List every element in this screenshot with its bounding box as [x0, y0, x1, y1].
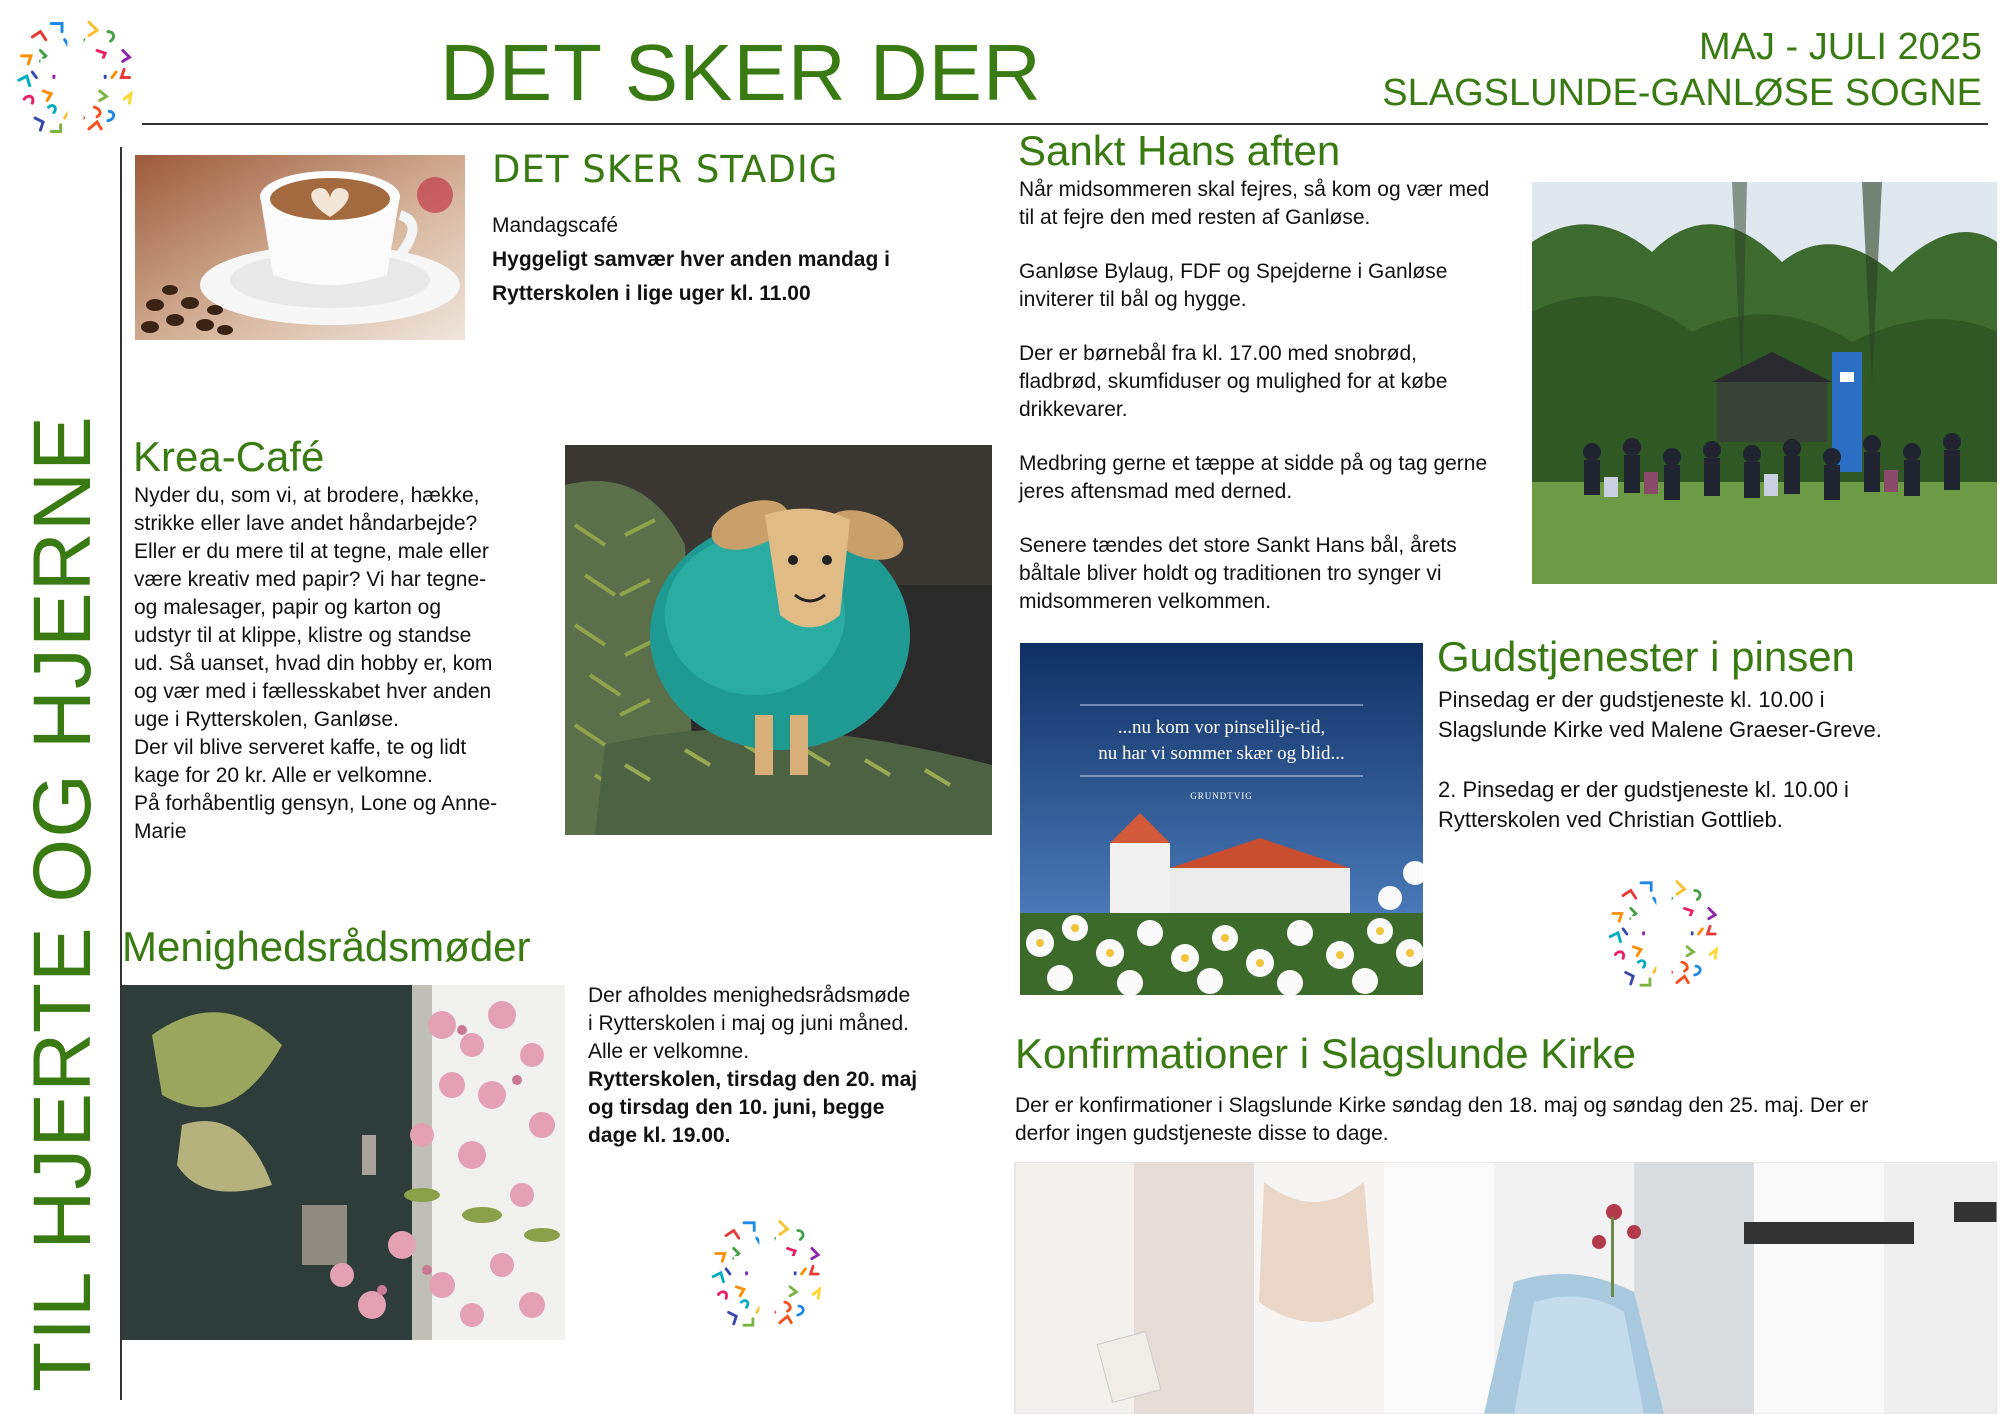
- parish-label: SLAGSLUNDE-GANLØSE SOGNE: [1382, 72, 1982, 114]
- sankthans-line: Medbring gerne et tæppe at sidde på og tag gerne: [1019, 452, 1488, 475]
- stadig-heading: DET SKER STADIG: [492, 148, 839, 191]
- krea-line: Eller er du mere til at tegne, male eller: [134, 540, 489, 563]
- sheep-photo: [565, 445, 992, 835]
- stadig-bold-2: Rytterskolen i lige uger kl. 11.00: [492, 282, 811, 305]
- coffee-photo: [135, 155, 465, 340]
- sankthans-line: til at fejre den med resten af Ganløse.: [1019, 206, 1371, 229]
- page-title: DET SKER DER: [440, 28, 1042, 117]
- krea-line: og vær med i fællesskabet hver anden: [134, 680, 492, 703]
- card-quote-author: GRUNDTVIG: [1190, 791, 1253, 801]
- card-quote-line1: ...nu kom vor pinselilje-tid,: [1117, 717, 1326, 738]
- sankthans-line: Der er børnebål fra kl. 17.00 med snobrød,: [1019, 342, 1418, 365]
- header-divider: [142, 123, 1988, 125]
- pinse-line: 2. Pinsedag er der gudstjeneste kl. 10.00 i: [1438, 777, 1849, 802]
- konf-line: Der er konfirmationer i Slagslunde Kirke søndag den 18. maj og søndag den 25. maj. Der er: [1015, 1094, 1869, 1117]
- krea-line: Der vil blive serveret kaffe, te og lidt: [134, 736, 467, 759]
- menighed-text: [588, 982, 988, 1150]
- menighed-bold-line: Rytterskolen, tirsdag den 20. maj: [588, 1068, 918, 1091]
- confirmation-photo: [1014, 1162, 1997, 1414]
- krea-heading: Krea-Café: [133, 433, 325, 480]
- menighed-line: Alle er velkomne.: [588, 1040, 750, 1063]
- bonfire-crowd-photo: [1532, 182, 1997, 584]
- pinse-line: Pinsedag er der gudstjeneste kl. 10.00 i: [1438, 687, 1825, 712]
- menighed-heading: Menighedsrådsmøder: [122, 923, 531, 970]
- parish-logo-small: [703, 1210, 831, 1338]
- pinse-heading: Gudstjenester i pinsen: [1437, 633, 1855, 680]
- parish-logo: [8, 10, 143, 145]
- menighed-bold-line: dage kl. 19.00.: [588, 1124, 731, 1147]
- sankthans-line: inviterer til bål og hygge.: [1019, 288, 1247, 311]
- period-label: MAJ - JULI 2025: [1699, 26, 1982, 68]
- stadig-text: [492, 212, 972, 308]
- stadig-bold-1: Hyggeligt samvær hver anden mandag i: [492, 248, 890, 271]
- menighed-line: i Rytterskolen i maj og juni måned.: [588, 1012, 909, 1035]
- konf-heading: Konfirmationer i Slagslunde Kirke: [1015, 1030, 1636, 1077]
- blossom-photo: [122, 985, 565, 1340]
- parish-logo-small: [1600, 870, 1728, 998]
- pinse-line: Slagslunde Kirke ved Malene Graeser-Greve.: [1438, 717, 1882, 742]
- stadig-label: Mandagscafé: [492, 214, 619, 237]
- sankthans-line: fladbrød, skumfiduser og mulighed for at købe: [1019, 370, 1448, 393]
- menighed-line: Der afholdes menighedsrådsmøde: [588, 984, 911, 1007]
- pinse-card-photo: [1020, 643, 1423, 995]
- konf-line: derfor ingen gudstjeneste disse to dage.: [1015, 1122, 1389, 1145]
- sankthans-line: båltale bliver holdt og traditionen tro synger vi: [1019, 562, 1442, 585]
- krea-line: udstyr til at klippe, klistre og standse: [134, 624, 472, 647]
- krea-line: På forhåbentlig gensyn, Lone og Anne-: [134, 792, 498, 815]
- vertical-title: TIL HJERTE OG HJERNE: [17, 415, 108, 1392]
- krea-line: og malesager, papir og karton og: [134, 596, 442, 619]
- krea-line: Marie: [134, 820, 187, 843]
- krea-line: strikke eller lave andet håndarbejde?: [134, 512, 478, 535]
- header-info: [1382, 24, 1982, 116]
- krea-line: uge i Rytterskolen, Ganløse.: [134, 708, 399, 731]
- sankthans-heading: Sankt Hans aften: [1018, 127, 1341, 174]
- krea-line: ud. Så uanset, hvad din hobby er, kom: [134, 652, 493, 675]
- sankthans-line: Senere tændes det store Sankt Hans bål, årets: [1019, 534, 1457, 557]
- konf-text: [1015, 1092, 1990, 1148]
- krea-line: Nyder du, som vi, at brodere, hække,: [134, 484, 480, 507]
- sankthans-line: drikkevarer.: [1019, 398, 1128, 421]
- sankthans-line: midsommeren velkommen.: [1019, 590, 1272, 613]
- pinse-text: [1438, 685, 1993, 835]
- card-quote-line2: nu har vi sommer skær og blid...: [1098, 743, 1345, 764]
- sankthans-line: Når midsommeren skal fejres, så kom og vær med: [1019, 178, 1490, 201]
- sankthans-line: jeres aftensmad med derned.: [1019, 480, 1293, 503]
- pinse-line: Rytterskolen ved Christian Gottlieb.: [1438, 807, 1783, 832]
- krea-line: være kreativ med papir? Vi har tegne-: [134, 568, 487, 591]
- sankthans-text: [1019, 176, 1519, 616]
- menighed-bold-line: og tirsdag den 10. juni, begge: [588, 1096, 885, 1119]
- sankthans-line: Ganløse Bylaug, FDF og Spejderne i Ganløse: [1019, 260, 1448, 283]
- krea-line: kage for 20 kr. Alle er velkomne.: [134, 764, 433, 787]
- krea-text: [134, 482, 554, 846]
